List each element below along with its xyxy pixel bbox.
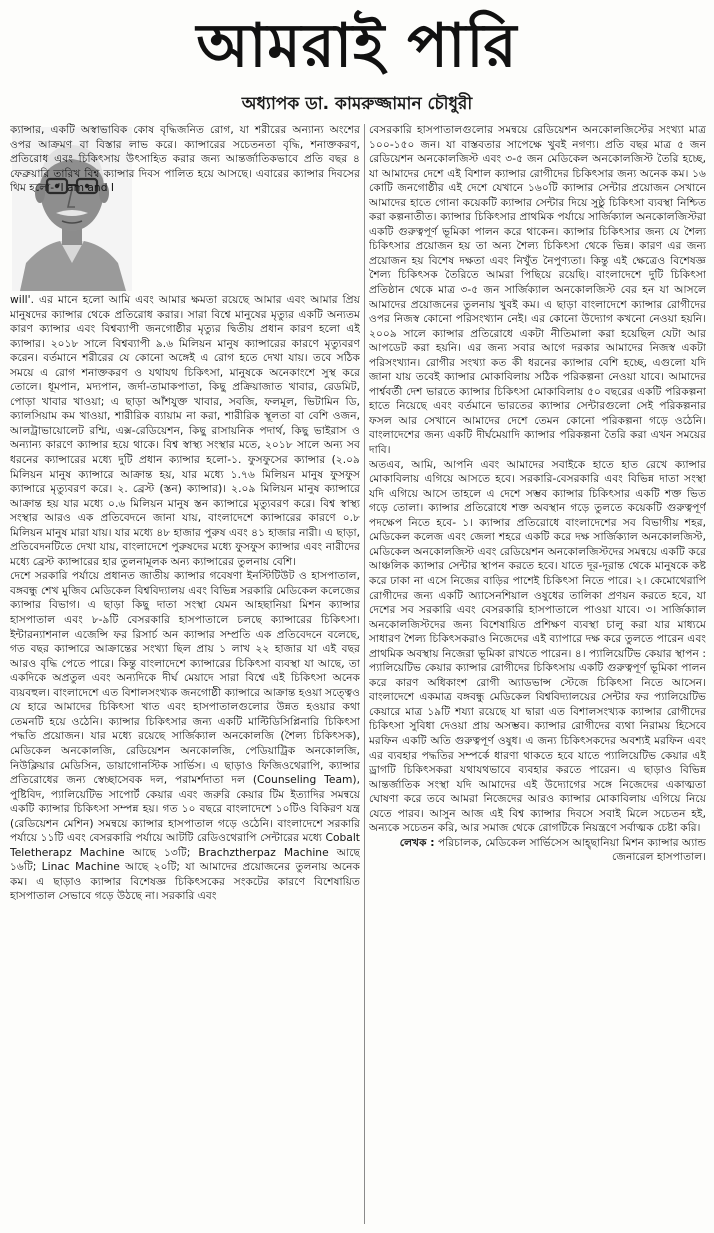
column-divider	[364, 124, 365, 1224]
article-intro-paragraph: ক্যান্সার, একটি অস্বাভাবিক কোষ বৃদ্ধিজনিত রোগ, যা শরীরের অন্যান্য অংশের ওপর আক্রমণ বা বিস্তার লাভ করে। ক্যান্সারের সচেতনতা বৃদ্ধি, শনাক্তকরণ, প্রতিরোধ এবং চিকিৎসায় উৎসাহিত করার জন্য আন্তর্জাতিকভাবে প্রতি বছর ৪ ফেব্রুয়ারি তারিখ বিশ্ব ক্যান্সার দিবস পালিত হয়ে আসছে। এবারের ক্যান্সার দিবসের থিম হলো- 'I am and I	[10, 123, 360, 195]
article-column-right	[369, 123, 706, 1228]
article-column-left	[10, 123, 360, 1228]
article-headline: আমরাই পারি	[196, 11, 518, 81]
article-paragraph: বেসরকারি হাসপাতালগুলোর সমন্বয়ে রেডিয়েশন অনকোলজিস্টের সংখ্যা মাত্র ১০০-১৫০ জন। যা বাস্তবতার সাপেক্ষে খুবই নগণ্য। প্রতি বছর মাত্র ৫ জন রেডিয়েশন অনকোলজিস্ট এবং ৩-৫ জন মেডিকেল অনকোলজিস্ট তৈরি হচ্ছে, যা আমাদের দেশে এই বিশাল ক্যান্সার রোগীদের চিকিৎসার জন্য অনেক কম। ১৬ কোটি জনগোষ্ঠীর এই দেশে যেখানে ১৬০টি ক্যান্সার সেন্টার প্রয়োজন সেখানে আমাদের হাতে গোনা কয়েকটি ক্যান্সার সেন্টার দিয়ে সুষ্ঠু চিকিৎসা ব্যবস্থা নিশ্চিত করা কল্পনাতীত। ক্যান্সার চিকিৎসার প্রাথমিক পর্যায়ে সার্জিক্যাল অনকোলজিস্টরা একটি গুরুত্বপূর্ণ ভূমিকা পালন করে থাকেন। ক্যান্সার চিকিৎসার জন্য যে শৈল্য চিকিৎসার প্রয়োজন হয় তা অন্য শৈল্য চিকিৎসা থেকে ভিন্ন। কারণ এর জন্য প্রয়োজন হয় বিশেষ দক্ষতা এবং নিখুঁত নৈপুণ্যতা। কিন্তু এই ক্ষেত্রেও বিশেষজ্ঞ শৈল্য চিকিৎসক তৈরিতে আমরা পিছিয়ে রয়েছি। বাংলাদেশে দুটি চিকিৎসা প্রতিষ্ঠান থেকে মাত্র ৩-৫ জন সার্জিক্যাল অনকোলজিস্ট বের হন যা আসলে আমাদের প্রয়োজনের তুলনায় খুবই কম। এ ছাড়া বাংলাদেশে ক্যান্সার রোগীদের ওপর নিজস্ব কোনো পরিসংখ্যান নেই। এর কোনো উদ্যোগ কখনো নেওয়া হয়নি। ২০০৯ সালে ক্যান্সার প্রতিরোধে একটা নীতিমালা করা হয়েছিল যেটা আর আপডেট করা হয়নি। এর জন্য সবার আগে দরকার আমাদের নিজস্ব একটা পরিসংখ্যান। রোগীর সংখ্যা কত কী ধরনের ক্যান্সার বেশি হচ্ছে, এগুলো যদি জানা যায় তবেই ক্যান্সার মোকাবিলায় সঠিক পরিকল্পনা নেওয়া যাবে। আমাদের পার্শ্ববর্তী দেশ ভারতে ক্যান্সার চিকিৎসা মোকাবিলায় ৫০ বছরের একটি পরিকল্পনা হাতে নিয়েছে এবং বর্তমানে ভারতের ক্যান্সার সেন্টারগুলো সেই পরিকল্পনার ফসল আর সেখানে আমাদের দেশে তেমন কোনো পরিকল্পনা গড়ে ওঠেনি। বাংলাদেশের জন্য একটি দীর্ঘমেয়াদি ক্যান্সার পরিকল্পনা তৈরি করা এখন সময়ের দাবি।	[369, 123, 706, 457]
author-note	[369, 836, 706, 865]
article-paragraph: অতএব, আমি, আপনি এবং আমাদের সবাইকে হাতে হাত রেখে ক্যান্সার মোকাবিলায় এগিয়ে আসতে হবে। সরকারি-বেসরকারি এবং বিভিন্ন দাতা সংস্থা যদি এগিয়ে আসে তাহলে এ দেশে সম্ভব ক্যান্সার চিকিৎসার একটি শক্ত ভিত গড়ে তোলা। ক্যান্সার প্রতিরোধে শক্ত অবস্থান গড়ে তুলতে কয়েকটি গুরুত্বপূর্ণ পদক্ষেপ নিতে হবে- ১। ক্যান্সার প্রতিরোধে বাংলাদেশের সব বিভাগীয় শহর, মেডিকেল কলেজ এবং জেলা শহরে একটি করে দক্ষ সার্জিক্যাল অনকোলজিস্ট, মেডিকেল অনকোলজিস্ট এবং রেডিয়েশন অনকোলজিস্টদের সমন্বয়ে একটি করে আঞ্চলিক ক্যান্সার সেন্টার স্থাপন করতে হবে। যাতে দূর-দূরান্ত থেকে মানুষকে কষ্ট করে ঢাকা না এসে নিজের বাড়ির পাশেই চিকিৎসা নিতে পারে। ২। কেমোথেরাপি রোগীদের জন্য একটি অ্যাসেনশিয়াল ওষুধের তালিকা প্রণয়ন করতে হবে, যা দেশের সব সরকারি এবং বেসরকারি হাসপাতালে পাওয়া যাবে। ৩। সার্জিক্যাল অনকোলজিস্টদের জন্য বিশেষায়িত প্রশিক্ষণ ব্যবস্থা চালু করা যার মাধ্যমে সাধারণ শৈল্য চিকিৎসকরাও নিজেদের এই ব্যাপারে দক্ষ করে তুলতে পারেন এবং প্রাথমিক অবস্থায় নিজেরা ভূমিকা রাখতে পারেন। ৪। প্যালিয়েটিভ কেয়ার স্থাপন : প্যালিয়েটিভ কেয়ার ক্যান্সার রোগীদের চিকিৎসায় একটি গুরুত্বপূর্ণ ভূমিকা পালন করে কারণ অধিকাংশ রোগী অ্যাডভান্স স্টেজে চিকিৎসা নিতে আসেন। বাংলাদেশে একমাত্র বঙ্গবন্ধু মেডিকেল বিশ্ববিদ্যালয়ের সেন্টার ফর প্যালিয়েটিভ কেয়ারে মাত্র ১৯টি শয্যা রয়েছে যা দ্বারা এত বিশালসংখ্যক ক্যান্সার রোগীদের চিকিৎসা সুবিধা দেওয়া প্রায় অসম্ভব। ক্যান্সার রোগীদের ব্যথা নিরাময় হিসেবে মরফিন একটি অতি গুরুত্বপূর্ণ ওষুধ। এ জন্য চিকিৎসকদের অবশ্যই মরফিন এবং এর ব্যবহার পদ্ধতির সম্পর্কে ধারণা থাকতে হবে যাতে প্যালিয়েটিভ কেয়ার এই ড্রাগটি চিকিৎসকরা যথাযথভাবে ব্যবহার করতে পারেন। এ ছাড়াও বিভিন্ন আন্তর্জাতিক সংস্থা যদি আমাদের এই উদ্যোগের সঙ্গে নিজেদের একাত্মতা ঘোষণা করে তবে আমরা নিজেদের আরও ক্যান্সার মোকাবিলায় এগিয়ে নিয়ে যেতে পারব। আসুন আজ এই বিশ্ব ক্যান্সার দিবসে সবাই মিলে সচেতন হই, অন্যকে সচেতন করি, আর সমাজ থেকে রোগটিকে নিয়ন্ত্রণে সর্বাত্মক চেষ্টা করি।	[369, 457, 706, 835]
author-note-label: লেখক :	[399, 835, 435, 849]
article-paragraph: will'. এর মানে হলো আমি এবং আমার ক্ষমতা রয়েছে আমার এবং আমার প্রিয় মানুষদের ক্যান্সার থেকে প্রতিরোধ করার। সারা বিশ্বে মানুষের মৃত্যুর একটি অন্যতম কারণ ক্যান্সার এবং বিশ্বব্যাপী জনগোষ্ঠীর মৃত্যুর দ্বিতীয় প্রধান কারণ হলো এই ক্যান্সার। ২০১৮ সালে বিশ্বব্যাপী ৯.৬ মিলিয়ন মানুষ ক্যান্সারের কারণে মৃত্যুবরণ করেন। বর্তমানে শরীরের যে কোনো অঙ্গেই এ রোগ হতে দেখা যায়। তবে সঠিক সময়ে এ রোগ শনাক্তকরণ ও যথাযথ চিকিৎসা, মানুষকে অনেকাংশে সুস্থ করে তোলে। ধূমপান, মদ্যপান, জর্দা-তামাকপাতা, কিছু প্রক্রিয়াজাত খাবার, রেডমিট, পোড়া খাবার খাওয়া; এ ছাড়া আঁশযুক্ত খাবার, সবজি, ফলমূল, ভিটামিন ডি, ক্যালসিয়াম কম খাওয়া, শারীরিক ব্যায়াম না করা, শারীরিক স্থূলতা বা বেশি ওজন, আলট্রাভায়োলেট রশ্মি, এক্স-রেডিয়েশন, কিছু রাসায়নিক পদার্থ, কিছু ভাইরাস ও অন্যান্য কারণে ক্যান্সার হয়ে থাকে। বিশ্ব স্বাস্থ্য সংস্থার মতে, ২০১৮ সালে অন্য সব ধরনের ক্যান্সারের মধ্যে দুটি প্রধান ক্যান্সার হলো-১. ফুসফুসের ক্যান্সার (২.০৯ মিলিয়ন মানুষ ক্যান্সারে আক্রান্ত হয়, যার মধ্যে ১.৭৬ মিলিয়ন মানুষ ফুসফুস ক্যান্সারে মৃত্যুবরণ করে। ২. ব্রেস্ট (স্তন) ক্যান্সার)। ২.০৯ মিলিয়ন মানুষ ক্যান্সারে আক্রান্ত হয় যার মধ্যে ০.৬ মিলিয়ন মানুষ স্তন ক্যান্সারে মৃত্যুবরণ করে। বিশ্ব স্বাস্থ্য সংস্থার আরও এক প্রতিবেদনে জানা যায়, বাংলাদেশে ক্যান্সারের কারণে ০.৮ মিলিয়ন মানুষ মারা যায়। যার মধ্যে ৪৮ হাজার পুরুষ এবং ৪১ হাজার নারী। এ ছাড়া, প্রতিবেদনটিতে দেখা যায়, বাংলাদেশে পুরুষদের মধ্যে ফুসফুস ক্যান্সার এবং নারীদের মধ্যে ব্রেস্ট ক্যান্সারের হার তুলনামূলক অন্য ক্যান্সারের তুলনায় বেশি।	[10, 293, 360, 568]
article-paragraph: দেশে সরকারি পর্যায়ে প্রধানত জাতীয় ক্যান্সার গবেষণা ইনস্টিটিউট ও হাসপাতাল, বঙ্গবন্ধু শেখ মুজিব মেডিকেল বিশ্ববিদ্যালয় এবং বিভিন্ন সরকারি মেডিকেল কলেজের ক্যান্সার বিভাগ। এ ছাড়া কিছু দাতা সংস্থা যেমন আহছানিয়া মিশন ক্যান্সার হাসপাতাল এবং ৮-৯টি বেসরকারি হাসপাতালে চলছে ক্যান্সারের চিকিৎসা। ইন্টারন্যাশনাল এজেন্সি ফর রিসার্চ অন ক্যান্সার সম্প্রতি এক প্রতিবেদনে বলেছে, গত বছর ক্যান্সারে আক্রান্তের সংখ্যা ছিল প্রায় ১ লাখ ২২ হাজার যা এই বছর আরও বৃদ্ধি পেতে পারে। কিন্তু বাংলাদেশে ক্যান্সারের চিকিৎসা ব্যবস্থা যা আছে, তা একদিকে অপ্রতুল এবং অন্যদিকে দীর্ঘ মেয়াদে সারা বিশ্বে এই চিকিৎসা অনেক ব্যয়বহুল। বাংলাদেশে এত বিশালসংখ্যক জনগোষ্ঠী ক্যান্সারে আক্রান্ত হওয়া সত্ত্বেও যে হারে আমাদের চিকিৎসা খাত এবং হাসপাতালগুলোর উন্নত হওয়ার কথা তেমনটি হয়ে ওঠেনি। ক্যান্সার চিকিৎসার জন্য একটি মাল্টিডিসিপ্লিনারি চিকিৎসা পদ্ধতি প্রয়োজন। যার মধ্যে রয়েছে সার্জিক্যাল অনকোলজি (শৈল্য চিকিৎসক), মেডিকেল অনকোলজি, রেডিয়েশন অনকোলজি, পেডিয়াট্রিক অনকোলজি, নিউক্লিয়ার মেডিসিন, ডায়াগোনস্টিক সার্ভিস। এ ছাড়াও ফিজিওথেরাপি, ক্যান্সার প্রতিরোধের জন্য স্বেচ্ছাসেবক দল, পরামর্শদাতা দল (Counseling Team), পুষ্টিবিদ, প্যালিয়েটিভ সাপোর্ট কেয়ার এবং জরুরি কেয়ার টিম ইত্যাদির সমন্বয়ে একটি ক্যান্সার চিকিৎসা সম্পন্ন হয়। গত ১০ বছরে বাংলাদেশে ১০টিও বিকিরণ যন্ত্র (রেডিয়েশন মেশিন) সমন্বয়ে ক্যান্সার হাসপাতাল গড়ে ওঠেনি। বাংলাদেশে সরকারি পর্যায়ে ১১টি এবং বেসরকারি পর্যায়ে আটটি রেডিওথেরাপি সেন্টারের মধ্যে Cobalt Teletherapz Machine আছে ১৩টি; Brachztherpaz Machine আছে ১৬টি; Linac Machine আছে ২০টি; যা আমাদের প্রয়োজনের তুলনায় অনেক কম। এ ছাড়াও ক্যান্সার বিশেষজ্ঞ চিকিৎসকের সংকটের কারণে বিশেষায়িত হাসপাতাল সেভাবে গড়ে উঠছে না। সরকারি এবং	[10, 569, 360, 903]
author-byline: অধ্যাপক ডা. কামরুজ্জামান চৌধুরী	[241, 94, 473, 114]
author-note-text: পরিচালক, মেডিকেল সার্ভিসেস আহ্ছানিয়া মিশন ক্যান্সার অ্যান্ড জেনারেল হাসপাতাল।	[437, 835, 706, 864]
